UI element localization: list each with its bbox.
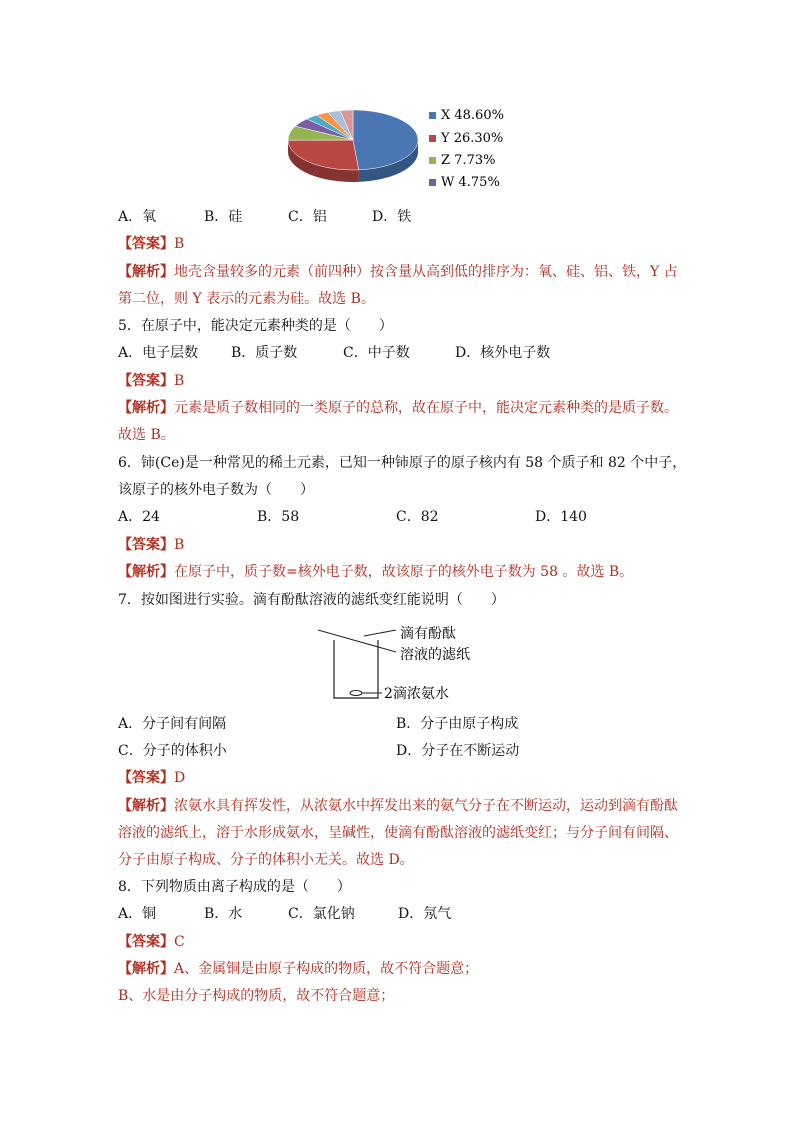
q8-option-c: C．氯化钠 <box>288 906 355 922</box>
q4-option-c: C．铝 <box>288 209 327 225</box>
q5-option-c: C．中子数 <box>343 345 410 361</box>
analysis-tag: 【解析】 <box>118 264 174 280</box>
q8-option-d: D．氖气 <box>398 906 452 922</box>
q5-analysis-2: 故选 B。 <box>118 427 175 443</box>
q6-analysis-1 <box>118 562 633 582</box>
answer-tag: 【答案】 <box>118 537 174 553</box>
answer-tag: 【答案】 <box>118 934 174 950</box>
answer-value: D <box>174 770 186 786</box>
q6-option-c: C．82 <box>396 509 439 525</box>
answer-value: C <box>174 934 185 950</box>
q4-option-b: B．硅 <box>204 209 243 225</box>
pointer-line-1 <box>364 630 396 636</box>
analysis-tag: 【解析】 <box>118 961 174 977</box>
analysis-text: 元素是质子数相同的一类原子的总称，故在原子中，能决定元素种类的是质子数。 <box>174 400 678 416</box>
q6-answer <box>118 535 184 555</box>
answer-tag: 【答案】 <box>118 236 174 252</box>
q8-option-a: A．铜 <box>118 906 157 922</box>
q4-analysis-2: 第二位，则 Y 表示的元素为硅。故选 B。 <box>118 291 375 307</box>
q4-answer <box>118 234 184 254</box>
analysis-text: 在原子中，质子数=核外电子数，故该原子的核外电子数为 58 。故选 B。 <box>174 564 634 580</box>
q7-analysis-2: 溶液的滤纸上，溶于水形成氨水，呈碱性，使滴有酚酞溶液的滤纸变红；与分子间有间隔、 <box>118 825 678 841</box>
q5-stem: 5．在原子中，能决定元素种类的是（ ） <box>118 318 393 334</box>
analysis-tag: 【解析】 <box>118 564 174 580</box>
figure-label-ammonia: 2滴浓氨水 <box>384 686 449 702</box>
answer-tag: 【答案】 <box>118 770 174 786</box>
legend-label-x: X 48.60% <box>441 108 504 123</box>
q8-analysis-1 <box>118 959 478 979</box>
filter-paper-line <box>318 630 396 652</box>
beaker-outline <box>334 640 378 698</box>
q8-answer <box>118 932 185 952</box>
figure-label-paper-2: 溶液的滤纸 <box>400 647 470 663</box>
legend-label-y: Y 26.30% <box>441 131 504 146</box>
legend-swatch-x <box>429 112 436 119</box>
q8-analysis-2: B、水是由分子构成的物质，故不符合题意； <box>118 988 395 1004</box>
q7-option-d: D．分子在不断运动 <box>396 743 520 759</box>
analysis-text: 浓氨水具有挥发性，从浓氨水中挥发出来的氨气分子在不断运动，运动到滴有酚酞 <box>174 798 678 814</box>
analysis-tag: 【解析】 <box>118 798 174 814</box>
q6-option-b: B．58 <box>257 509 300 525</box>
q7-option-b: B．分子由原子构成 <box>396 716 519 732</box>
legend-swatch-y <box>429 135 436 142</box>
q8-stem: 8．下列物质由离子构成的是（ ） <box>118 879 351 895</box>
legend-label-z: Z 7.73% <box>441 153 496 168</box>
beaker-figure <box>316 620 516 710</box>
analysis-tag: 【解析】 <box>118 400 174 416</box>
figure-label-paper-1: 滴有酚酞 <box>400 626 456 642</box>
q4-option-d: D．铁 <box>372 209 412 225</box>
legend-swatch-z <box>429 157 436 164</box>
pie-chart <box>280 100 510 200</box>
q7-answer <box>118 768 185 788</box>
answer-value: B <box>174 373 185 389</box>
q5-option-b: B．质子数 <box>231 345 298 361</box>
q4-analysis-1 <box>118 262 678 282</box>
analysis-text: 地壳含量较多的元素（前四种）按含量从高到低的排序为：氧、硅、铝、铁，Y 占 <box>174 264 678 280</box>
q7-analysis-1 <box>118 796 678 816</box>
q5-analysis-1 <box>118 398 678 418</box>
ammonia-drop <box>350 691 362 696</box>
legend-swatch-w <box>429 179 436 186</box>
q6-option-a: A．24 <box>118 509 160 525</box>
analysis-text: A、金属铜是由原子构成的物质，故不符合题意； <box>174 961 479 977</box>
q7-stem: 7．按如图进行实验。滴有酚酞溶液的滤纸变红能说明（ ） <box>118 592 505 608</box>
q7-option-a: A．分子间有间隔 <box>118 716 227 732</box>
answer-value: B <box>174 236 185 252</box>
chart-legend <box>429 108 504 190</box>
q8-option-b: B．水 <box>204 906 243 922</box>
q5-option-a: A．电子层数 <box>118 345 199 361</box>
q6-stem-1: 6．铈(Ce)是一种常见的稀土元素，已知一种铈原子的原子核内有 58 个质子和 82 个中子， <box>118 455 687 471</box>
answer-value: B <box>174 537 185 553</box>
pie-group <box>288 110 418 182</box>
q6-option-d: D．140 <box>535 509 587 525</box>
q4-option-a: A．氧 <box>118 209 157 225</box>
answer-tag: 【答案】 <box>118 373 174 389</box>
q7-option-c: C．分子的体积小 <box>118 743 227 759</box>
legend-label-w: W 4.75% <box>441 175 500 190</box>
q7-analysis-3: 分子由原子构成、分子的体积小无关。故选 D。 <box>118 852 414 868</box>
q5-option-d: D．核外电子数 <box>455 345 551 361</box>
q6-stem-2: 该原子的核外电子数为（ ） <box>118 482 314 498</box>
q5-answer <box>118 371 184 391</box>
